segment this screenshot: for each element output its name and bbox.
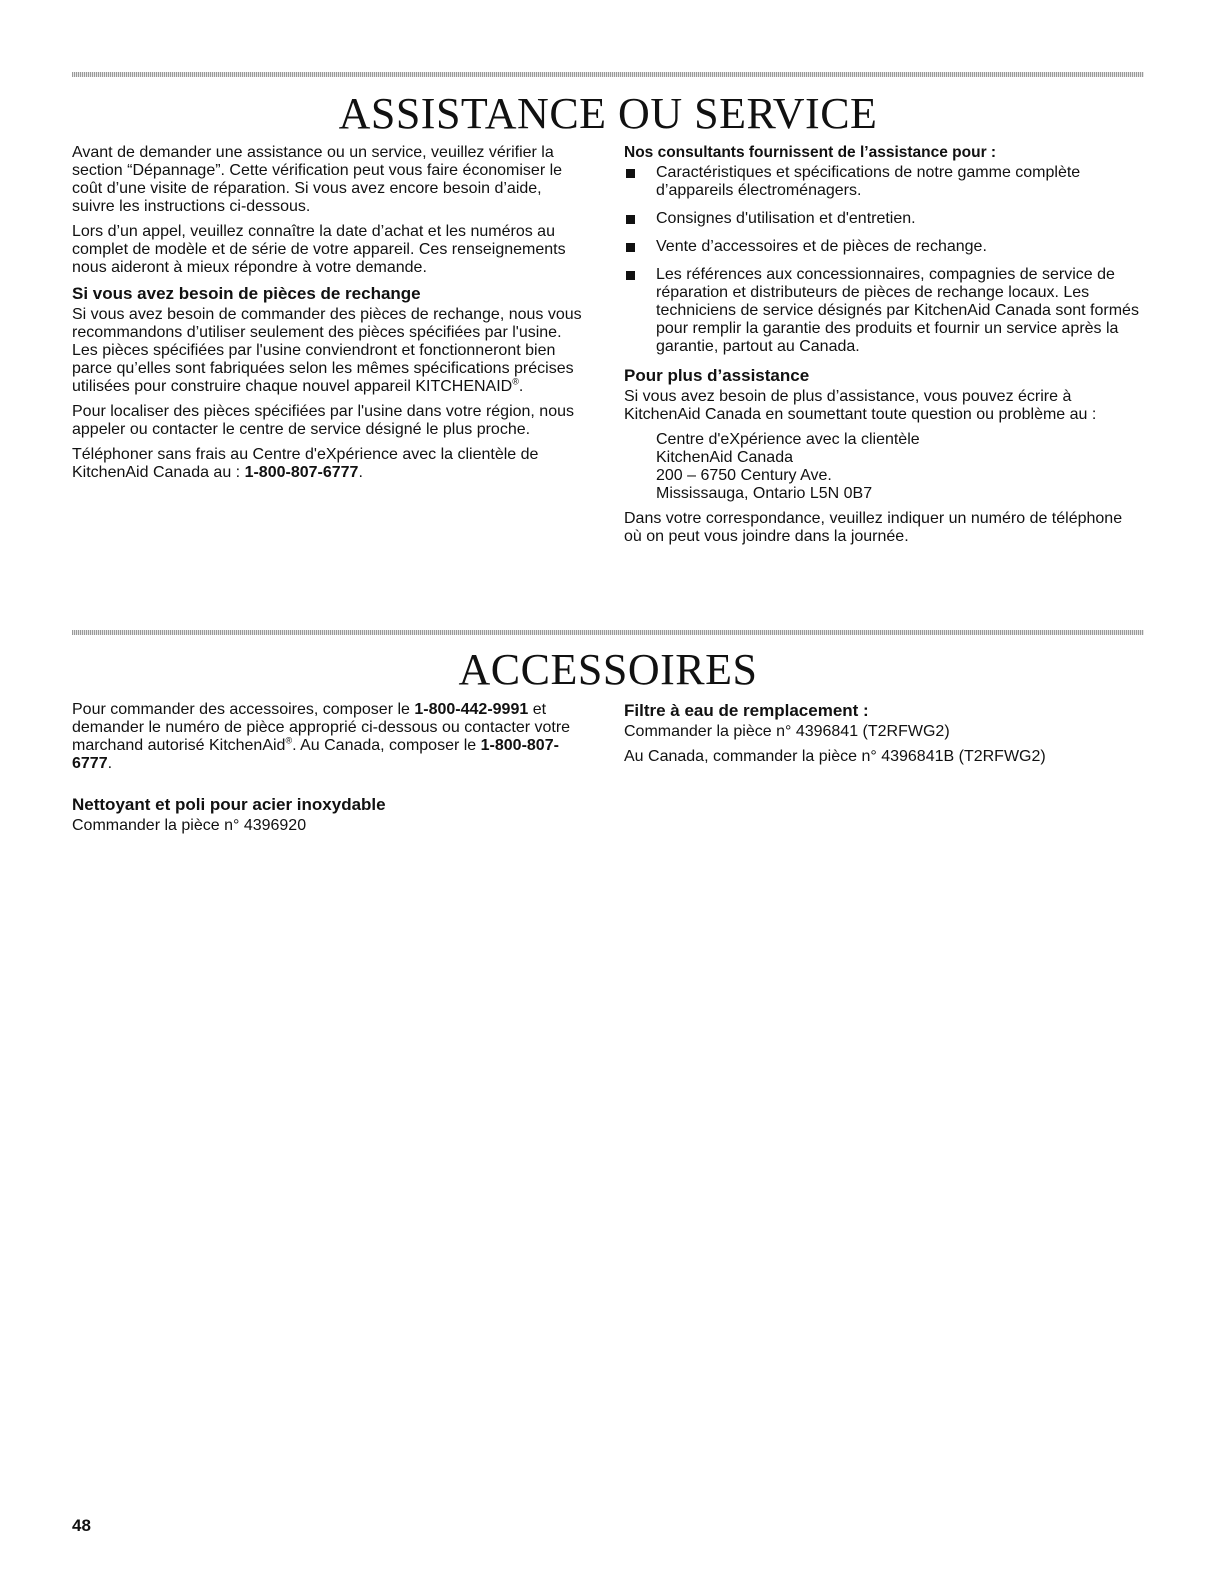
order-paragraph bbox=[72, 701, 588, 773]
consultants-list bbox=[624, 164, 1144, 356]
square-bullet-icon bbox=[626, 243, 635, 252]
parts-paragraph-2: Pour localiser des pièces spécifiées par l'usine dans votre région, nous appeler ou contacter le centre de service désigné le plus proche. bbox=[72, 403, 574, 438]
intro-paragraph-2: Lors d’un appel, veuillez connaître la date d’achat et les numéros au complet de modèle et de série de votre appareil. Ces renseignements nous aideront à mieux répondre à votre demande. bbox=[72, 223, 566, 276]
section-divider-top bbox=[72, 72, 1144, 77]
address-line: Mississauga, Ontario L5N 0B7 bbox=[656, 485, 873, 502]
list-item-text: Les références aux concessionnaires, compagnies de service de réparation et distributeurs de pièces de rechange locaux. Les techniciens de service désignés par KitchenAid Canada sont formés pour remplir la garantie des produits et fournir un service après la garantie, partout au Canada. bbox=[656, 266, 1139, 355]
parts-paragraph-1-text: Si vous avez besoin de commander des pièces de rechange, nous vous recommandons d’utiliser seulement des pièces spécifiées par l'usine. Les pièces spécifiées par l'usine conviendront et fonctionneront bien parce qu’elles sont fabriquées selon les mêmes spécifications précises utilisées pour construire chaque nouvel appareil KITCHENAID bbox=[72, 306, 582, 395]
square-bullet-icon bbox=[626, 271, 635, 280]
phone-paragraph-end: . bbox=[358, 464, 363, 481]
intro-paragraph-1: Avant de demander une assistance ou un service, veuillez vérifier la section “Dépannage”. Cette vérification peut vous faire économiser le coût d’une visite de réparation. Si vous avez encore besoin d’aide, suivre les instructions ci-dessous. bbox=[72, 144, 563, 215]
consultants-heading: Nos consultants fournissent de l’assistance pour : bbox=[624, 144, 997, 161]
parts-heading: Si vous avez besoin de pièces de rechange bbox=[72, 284, 421, 303]
steel-cleaner-heading: Nettoyant et poli pour acier inoxydable bbox=[72, 795, 386, 814]
order-phone-canada: 1-800-807-6777 bbox=[72, 737, 559, 772]
water-filter-order: Commander la pièce n° 4396841 (T2RFWG2) bbox=[624, 723, 950, 740]
address-line: Centre d'eXpérience avec la clientèle bbox=[656, 431, 920, 448]
section-divider-accessories bbox=[72, 630, 1144, 635]
phone-paragraph-text: Téléphoner sans frais au Centre d'eXpérience avec la clientèle de KitchenAid Canada au : bbox=[72, 446, 539, 481]
accessories-left-column bbox=[72, 701, 588, 842]
registered-mark: ® bbox=[285, 735, 293, 746]
steel-cleaner-order: Commander la pièce n° 4396920 bbox=[72, 817, 307, 834]
page-number: 48 bbox=[72, 1516, 91, 1535]
order-text-end: . bbox=[107, 755, 113, 772]
list-item bbox=[624, 266, 1144, 356]
order-text-2: et demander le numéro de pièce approprié ci-dessous ou contacter votre marchand autorisé KitchenAid bbox=[72, 701, 571, 754]
order-text-3: . Au Canada, composer le bbox=[292, 737, 481, 754]
order-phone-us: 1-800-442-9991 bbox=[414, 701, 529, 718]
registered-mark: ® bbox=[512, 376, 519, 387]
assistance-title: ASSISTANCE OU SERVICE bbox=[338, 89, 878, 138]
address-line: 200 – 6750 Century Ave. bbox=[656, 467, 832, 484]
list-item-text: Caractéristiques et spécifications de notre gamme complète d’appareils électroménagers. bbox=[656, 164, 1081, 199]
parts-paragraph-1-end: . bbox=[518, 378, 524, 395]
accessories-title: ACCESSOIRES bbox=[458, 645, 758, 694]
assistance-right-column bbox=[624, 144, 1144, 553]
list-item bbox=[624, 164, 1144, 200]
list-item bbox=[624, 210, 1144, 228]
assistance-left-column bbox=[72, 144, 588, 489]
more-assistance-paragraph: Si vous avez besoin de plus d’assistance, vous pouvez écrire à KitchenAid Canada en soumettant toute question ou problème au : bbox=[624, 388, 1097, 423]
mailing-address bbox=[624, 431, 1144, 503]
square-bullet-icon bbox=[626, 215, 635, 224]
address-line: KitchenAid Canada bbox=[656, 449, 793, 466]
water-filter-heading: Filtre à eau de remplacement : bbox=[624, 701, 869, 720]
phone-number: 1-800-807-6777 bbox=[244, 464, 359, 481]
water-filter-order-canada: Au Canada, commander la pièce n° 4396841B (T2RFWG2) bbox=[624, 748, 1046, 765]
phone-paragraph bbox=[72, 446, 588, 482]
order-text-1: Pour commander des accessoires, composer le bbox=[72, 701, 415, 718]
accessories-right-column bbox=[624, 701, 1144, 773]
more-assistance-heading: Pour plus d’assistance bbox=[624, 366, 810, 385]
list-item-text: Consignes d'utilisation et d'entretien. bbox=[656, 210, 916, 227]
correspondence-paragraph: Dans votre correspondance, veuillez indiquer un numéro de téléphone où on peut vous joindre dans la journée. bbox=[624, 510, 1123, 545]
list-item bbox=[624, 238, 1144, 256]
list-item-text: Vente d’accessoires et de pièces de rechange. bbox=[656, 238, 987, 255]
square-bullet-icon bbox=[626, 169, 635, 178]
parts-paragraph-1 bbox=[72, 306, 588, 396]
